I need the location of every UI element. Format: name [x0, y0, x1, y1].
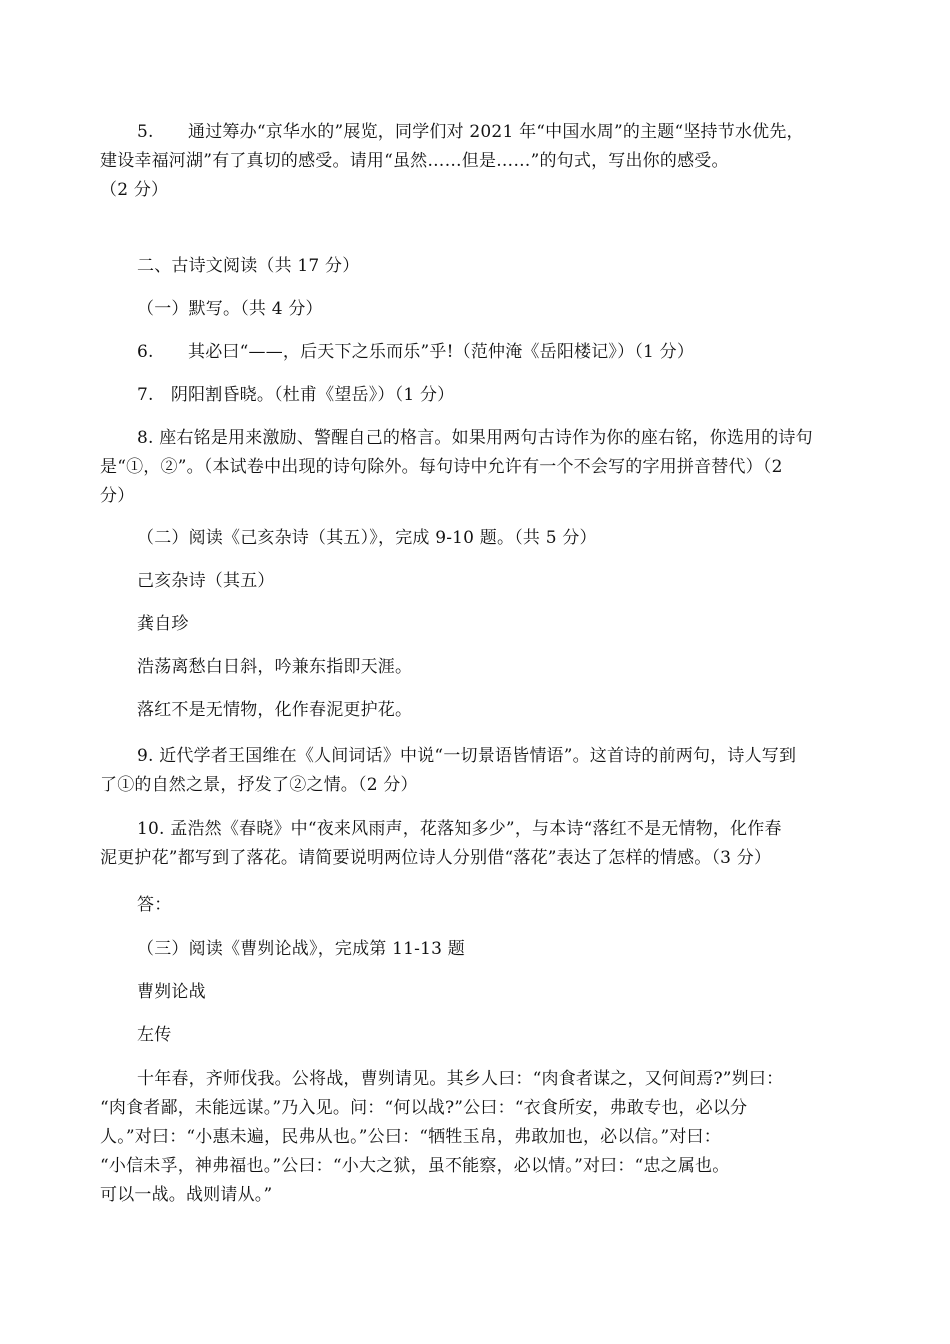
question-9-line-2: 了①的自然之景，抒发了②之情。（2 分） [100, 775, 418, 795]
part-2-title: （二）阅读《己亥杂诗（其五）》，完成 9-10 题。（共 5 分） [137, 528, 597, 548]
question-10-line-2: 泥更护花”都写到了落花。请简要说明两位诗人分别借“落花”表达了怎样的情感。（3 分） [100, 848, 772, 868]
question-8-line-2: 是“①，②”。（本试卷中出现的诗句除外。每句诗中允许有一个不会写的字用拼音替代）（2 [100, 457, 783, 477]
question-6: 6. 其必曰“——，后天下之乐而乐”乎!（范仲淹《岳阳楼记》）（1 分） [137, 342, 695, 362]
question-8-line-3: 分） [100, 486, 135, 506]
text-title: 曹刿论战 [137, 982, 206, 1002]
question-9-line-1: 9. 近代学者王国维在《人间词话》中说“一切景语皆情语”。这首诗的前两句，诗人写到 [137, 746, 797, 766]
poem-line-1: 浩荡离愁白日斜，吟兼东指即天涯。 [137, 657, 413, 677]
question-10-line-1: 10. 孟浩然《春晓》中“夜来风雨声，花落知多少”，与本诗“落红不是无情物，化作春 [137, 819, 782, 839]
text-source: 左传 [137, 1025, 172, 1045]
answer-label: 答： [137, 895, 172, 915]
poem-title: 己亥杂诗（其五） [137, 571, 275, 591]
question-5-line-2: 建设幸福河湖”有了真切的感受。请用“虽然……但是……”的句式，写出你的感受。 [100, 151, 729, 171]
section-2-title: 二、古诗文阅读（共 17 分） [137, 256, 360, 276]
text-line-5: 可以一战。战则请从。” [100, 1185, 273, 1205]
text-line-2: “肉食者鄙，未能远谋。”乃入见。问：“何以战?”公曰：“衣食所安，弗敢专也，必以分 [100, 1098, 748, 1118]
text-line-3: 人。”对曰：“小惠未遍，民弗从也。”公曰：“牺牲玉帛，弗敢加也，必以信。”对曰： [100, 1127, 721, 1147]
question-8-line-1: 8. 座右铭是用来激励、警醒自己的格言。如果用两句古诗作为你的座右铭，你选用的诗句 [137, 428, 813, 448]
question-5-line-1: 5. 通过筹办“京华水的”展览，同学们对 2021 年“中国水周”的主题“坚持节水优先， [137, 122, 804, 142]
text-line-4: “小信未孚，神弗福也。”公曰：“小大之狱，虽不能察，必以情。”对曰：“忠之属也。 [100, 1156, 730, 1176]
poem-line-2: 落红不是无情物，化作春泥更护花。 [137, 700, 413, 720]
part-3-title: （三）阅读《曹刿论战》，完成第 11-13 题 [137, 939, 465, 959]
poem-author: 龚自珍 [137, 614, 189, 634]
question-7: 7. 阴阳割昏晓。（杜甫《望岳》）（1 分） [137, 385, 455, 405]
question-5-score: （2 分） [100, 180, 169, 200]
part-1-title: （一）默写。（共 4 分） [137, 299, 323, 319]
text-line-1: 十年春，齐师伐我。公将战，曹刿请见。其乡人曰：“肉食者谋之，又何间焉?”刿曰： [137, 1069, 784, 1089]
